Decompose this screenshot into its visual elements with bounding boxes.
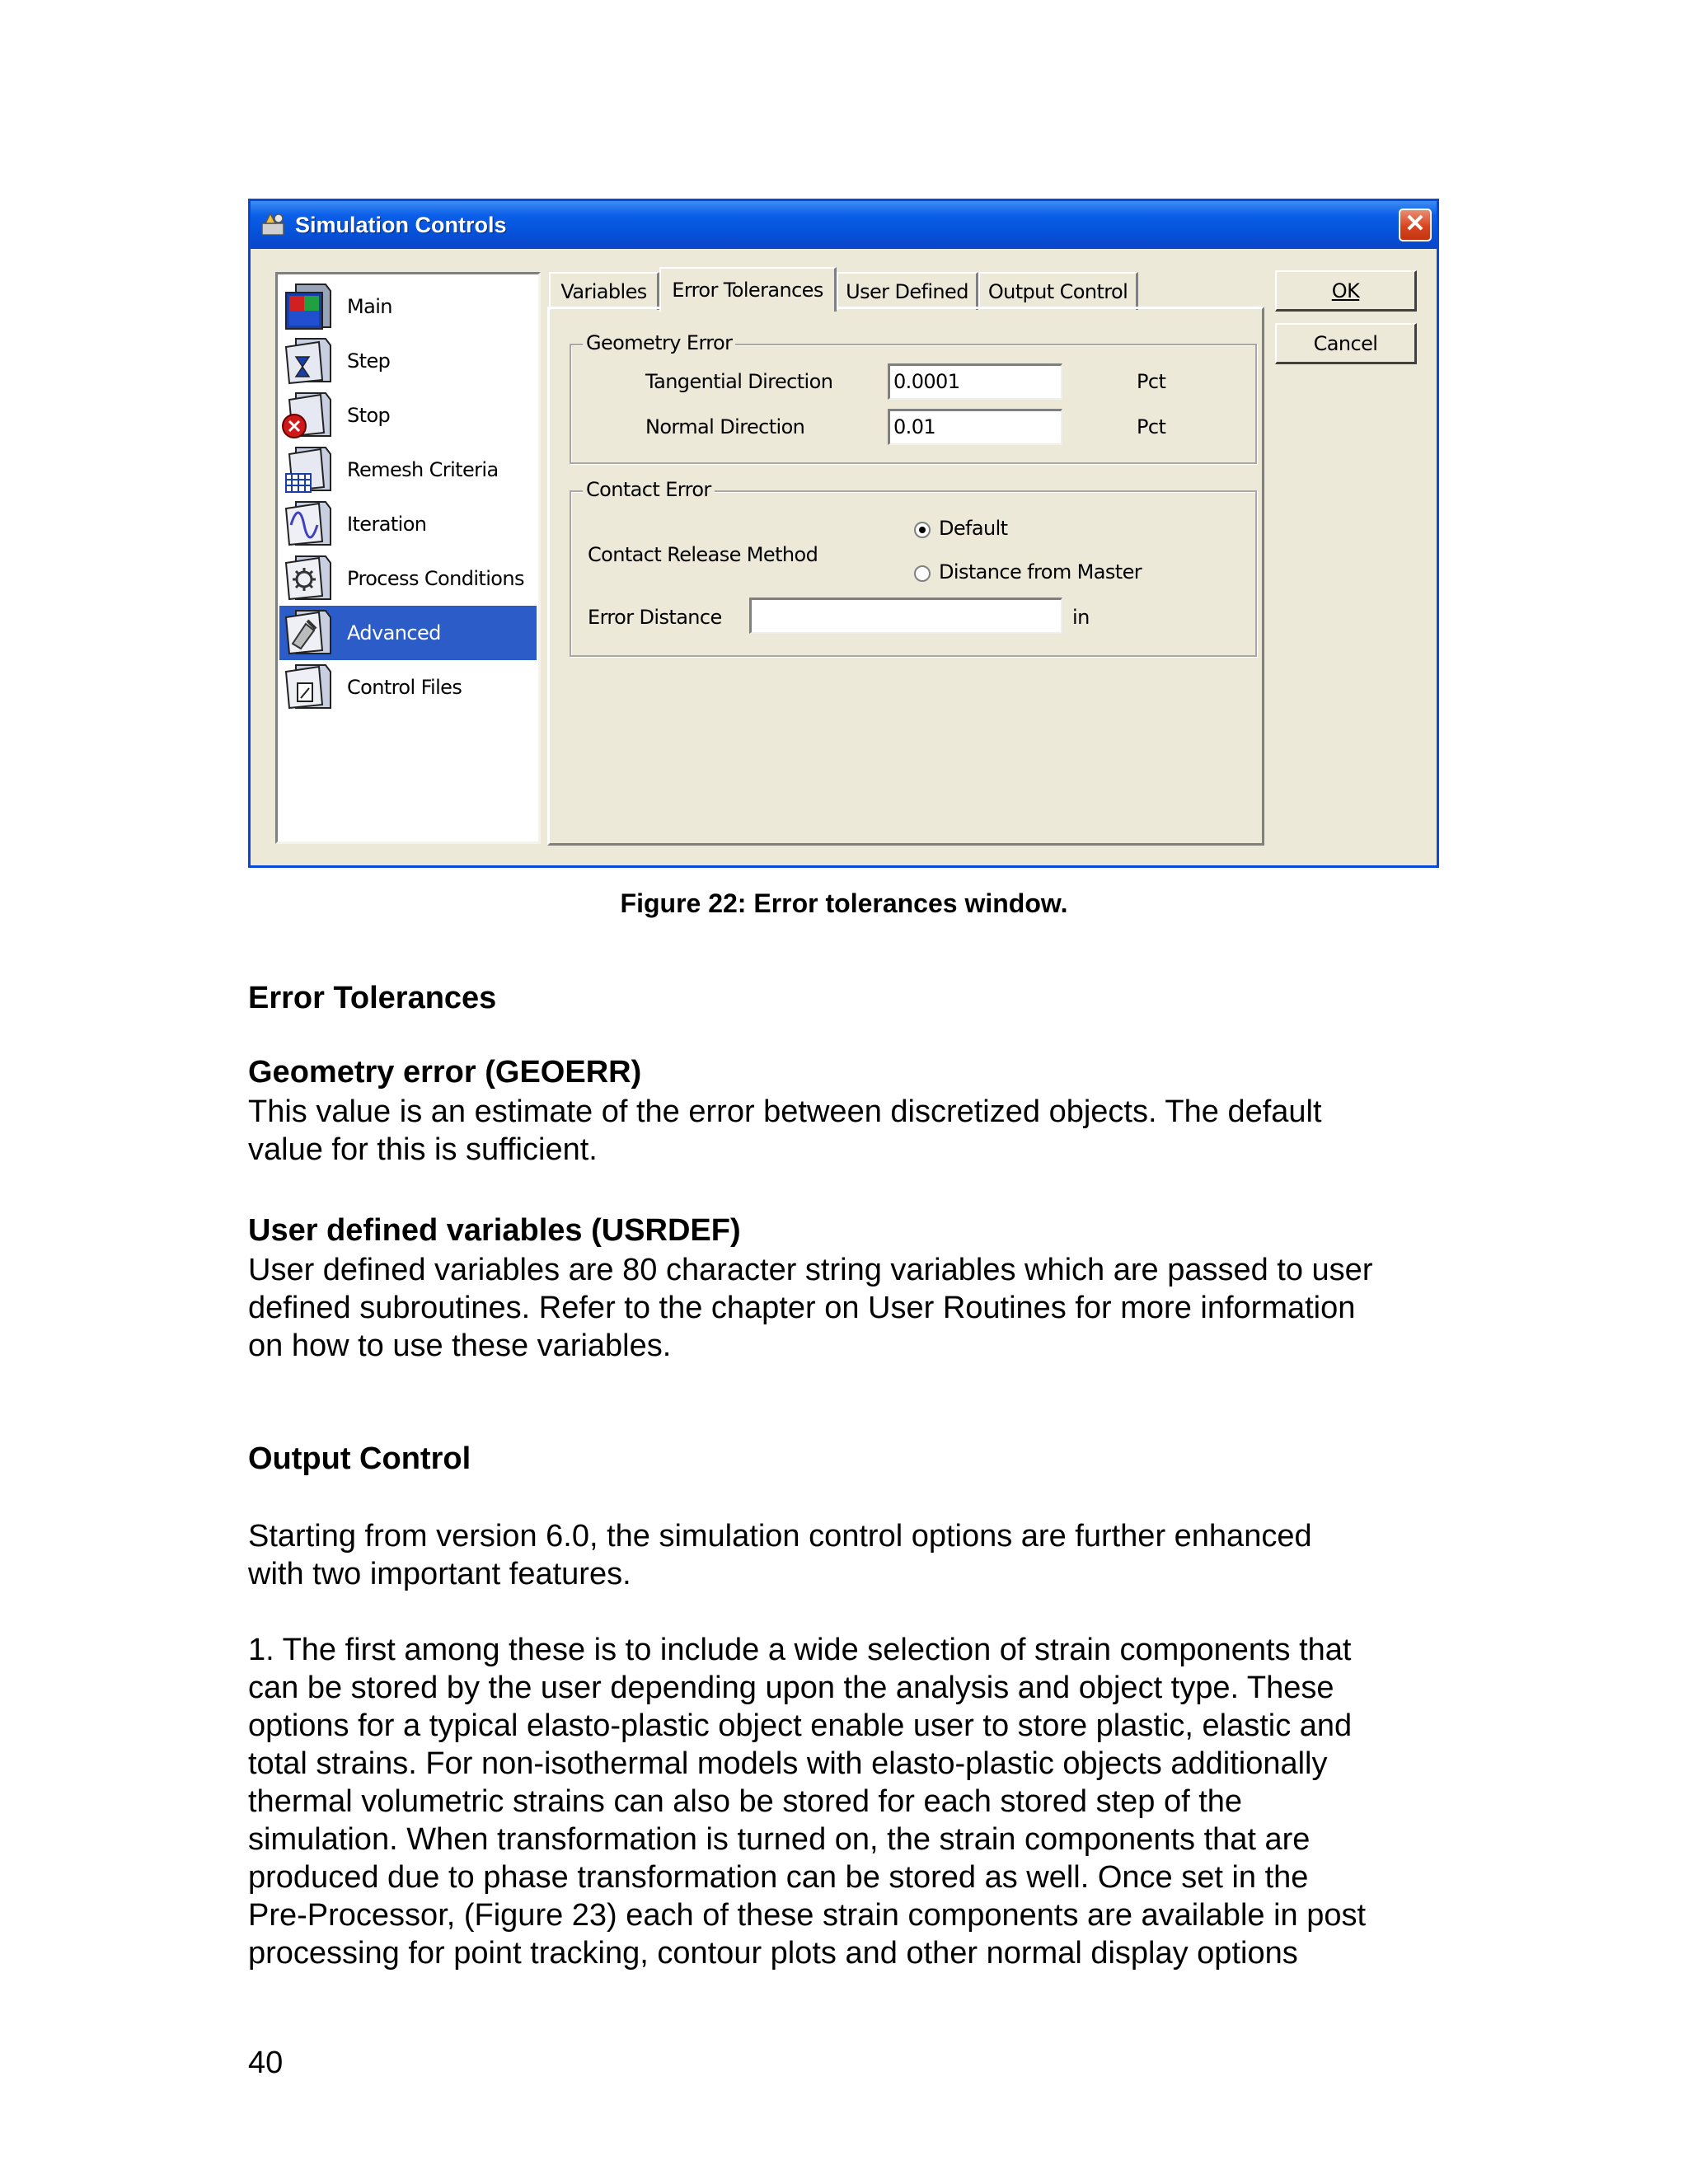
remesh-folder-icon bbox=[279, 443, 337, 497]
iteration-folder-icon bbox=[279, 497, 337, 551]
group-legend: Contact Error bbox=[583, 478, 715, 501]
nav-item-step[interactable] bbox=[279, 334, 537, 388]
ok-button[interactable] bbox=[1275, 270, 1417, 312]
error-distance-unit: in bbox=[1072, 606, 1090, 629]
error-distance-input[interactable] bbox=[749, 598, 1062, 634]
nav-item-main[interactable] bbox=[279, 279, 537, 334]
default-radio-label[interactable]: Default bbox=[939, 517, 1008, 540]
normal-unit: Pct bbox=[1137, 415, 1166, 438]
nav-item-label: Control Files bbox=[347, 676, 462, 699]
distance-from-master-label[interactable]: Distance from Master bbox=[939, 560, 1142, 583]
dialog-title: Simulation Controls bbox=[295, 212, 507, 237]
tab-user-defined[interactable] bbox=[837, 272, 978, 310]
close-icon: ✕ bbox=[1404, 210, 1426, 237]
paragraph-line: produced due to phase transformation can be stored as well. Once set in the bbox=[248, 1860, 1309, 1895]
tab-variables[interactable] bbox=[549, 272, 659, 310]
category-list[interactable] bbox=[275, 272, 541, 844]
group-legend: Geometry Error bbox=[583, 331, 735, 354]
user-defined-paragraph bbox=[248, 1251, 1451, 1365]
tab-label: Error Tolerances bbox=[672, 279, 823, 302]
simulation-controls-dialog bbox=[248, 199, 1439, 868]
error-tolerances-panel bbox=[547, 307, 1264, 846]
nav-item-label: Main bbox=[347, 295, 392, 318]
output-control-paragraph bbox=[248, 1517, 1451, 1593]
tangential-direction-label: Tangential Direction bbox=[645, 370, 833, 393]
paragraph-line: on how to use these variables. bbox=[248, 1329, 672, 1363]
nav-item-advanced[interactable] bbox=[279, 606, 537, 660]
paragraph-line: Starting from version 6.0, the simulation control options are further enhanced bbox=[248, 1519, 1312, 1554]
normal-direction-input[interactable]: 0.01 bbox=[888, 409, 1062, 445]
tangential-direction-input[interactable]: 0.0001 bbox=[888, 363, 1062, 400]
nav-item-label: Stop bbox=[347, 404, 391, 427]
stop-folder-icon bbox=[279, 388, 337, 443]
paragraph-line: This value is an estimate of the error between discretized objects. The default bbox=[248, 1094, 1322, 1129]
tab-label: Variables bbox=[560, 280, 647, 303]
tab-error-tolerances[interactable] bbox=[659, 267, 837, 312]
paragraph-line: value for this is sufficient. bbox=[248, 1132, 598, 1167]
page-number: 40 bbox=[248, 2046, 284, 2080]
ok-button-label: OK bbox=[1331, 279, 1360, 302]
paragraph-line: defined subroutines. Refer to the chapter on User Routines for more information bbox=[248, 1291, 1356, 1325]
nav-item-stop[interactable] bbox=[279, 388, 537, 443]
nav-item-control-files[interactable] bbox=[279, 660, 537, 715]
tab-label: Output Control bbox=[987, 280, 1128, 303]
app-icon bbox=[259, 210, 288, 240]
paragraph-line: Pre-Processor, (Figure 23) each of these strain components are available in post bbox=[248, 1898, 1367, 1933]
paragraph-line: processing for point tracking, contour plots and other normal display options bbox=[248, 1936, 1298, 1971]
paragraph-line: simulation. When transformation is turned on, the strain components that are bbox=[248, 1822, 1311, 1857]
contact-error-group bbox=[570, 478, 1257, 657]
tangential-unit: Pct bbox=[1137, 370, 1166, 393]
heading-user-defined: User defined variables (USRDEF) bbox=[248, 1213, 741, 1248]
heading-output-control: Output Control bbox=[248, 1441, 471, 1476]
paragraph-line: User defined variables are 80 character string variables which are passed to user bbox=[248, 1253, 1373, 1287]
paragraph-line: with two important features. bbox=[248, 1557, 631, 1591]
paragraph-line: thermal volumetric strains can also be stored for each stored step of the bbox=[248, 1784, 1243, 1819]
paragraph-line: can be stored by the user depending upon the analysis and object type. These bbox=[248, 1671, 1334, 1705]
dialog-titlebar[interactable] bbox=[251, 201, 1437, 249]
tab-output-control[interactable] bbox=[978, 272, 1138, 310]
cancel-button-label: Cancel bbox=[1313, 331, 1378, 355]
distance-from-master-radio[interactable] bbox=[914, 565, 931, 582]
paragraph-line: 1. The first among these is to include a wide selection of strain components that bbox=[248, 1633, 1352, 1667]
advanced-folder-icon bbox=[279, 606, 337, 660]
nav-item-label: Advanced bbox=[347, 621, 441, 644]
normal-direction-label: Normal Direction bbox=[645, 415, 805, 438]
cancel-button[interactable] bbox=[1275, 323, 1417, 364]
nav-item-label: Step bbox=[347, 349, 391, 373]
nav-item-remesh-criteria[interactable] bbox=[279, 443, 537, 497]
error-distance-label: Error Distance bbox=[588, 606, 722, 629]
heading-error-tolerances: Error Tolerances bbox=[248, 981, 497, 1015]
close-button[interactable] bbox=[1399, 209, 1432, 241]
figure-caption: Figure 22: Error tolerances window. bbox=[620, 888, 1068, 918]
contact-release-method-label: Contact Release Method bbox=[588, 543, 818, 566]
control-files-folder-icon bbox=[279, 660, 337, 715]
geometry-paragraph bbox=[248, 1093, 1451, 1169]
nav-item-process-conditions[interactable] bbox=[279, 551, 537, 606]
paragraph-line: total strains. For non-isothermal models with elasto-plastic objects additionally bbox=[248, 1746, 1328, 1781]
paragraph-line: options for a typical elasto-plastic object enable user to store plastic, elastic and bbox=[248, 1708, 1353, 1743]
nav-item-label: Process Conditions bbox=[347, 567, 524, 590]
tab-label: User Defined bbox=[846, 280, 968, 303]
nav-item-label: Iteration bbox=[347, 513, 427, 536]
main-folder-icon bbox=[279, 279, 337, 334]
geometry-error-group bbox=[570, 331, 1257, 464]
item-1-paragraph bbox=[248, 1631, 1451, 1972]
heading-geometry-error: Geometry error (GEOERR) bbox=[248, 1055, 642, 1090]
process-conditions-folder-icon bbox=[279, 551, 337, 606]
step-folder-icon bbox=[279, 334, 337, 388]
default-radio[interactable] bbox=[914, 522, 931, 538]
nav-item-label: Remesh Criteria bbox=[347, 458, 499, 481]
nav-item-iteration[interactable] bbox=[279, 497, 537, 551]
